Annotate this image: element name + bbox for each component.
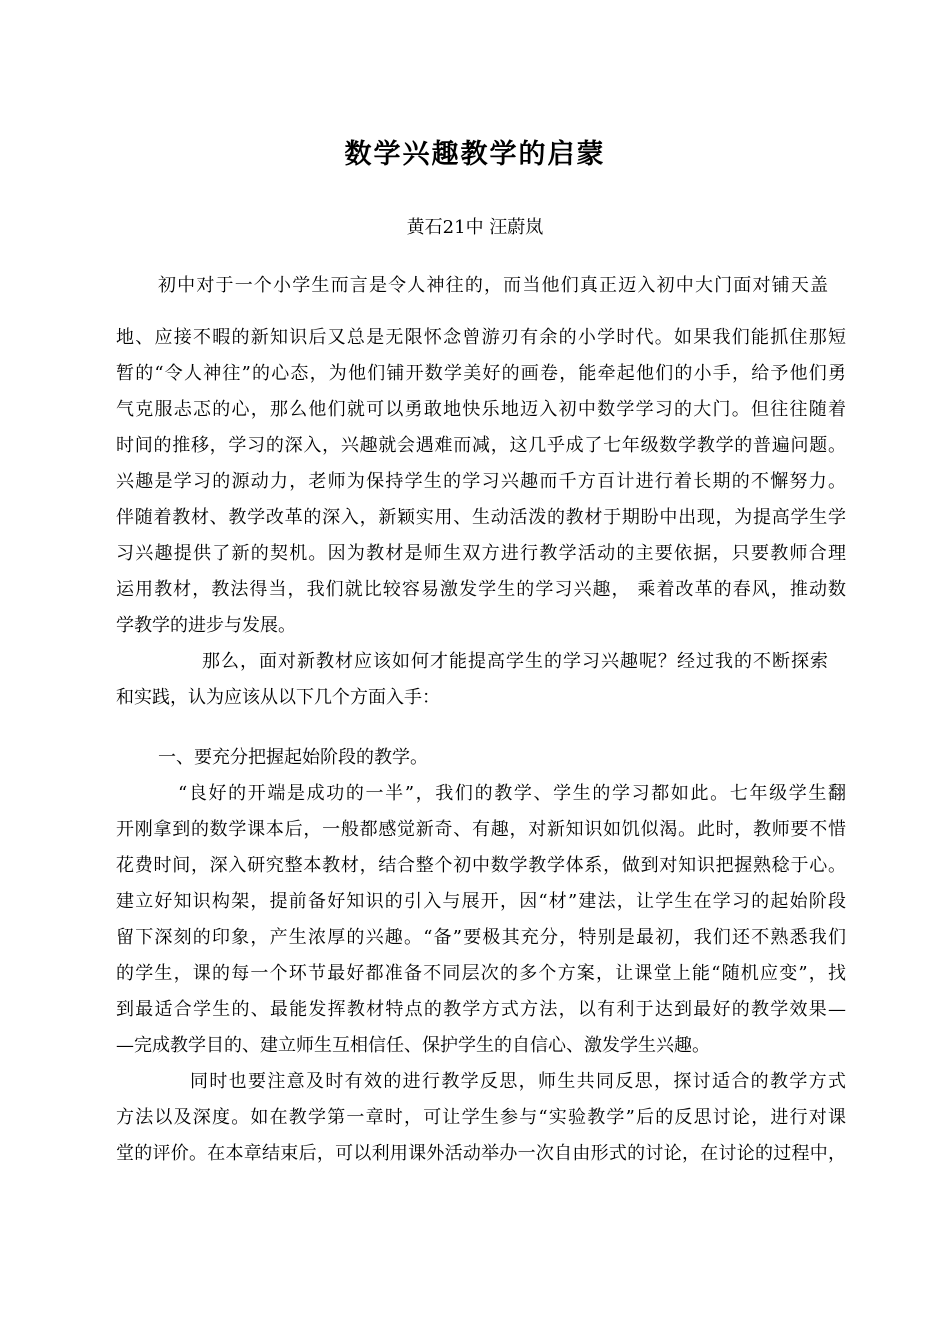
body-line: 地、应接不暇的新知识后又总是无限怀念曾游刃有余的小学时代。如果我们能抓住那短: [116, 327, 846, 348]
document-title: 数学兴趣教学的启蒙: [344, 139, 606, 170]
body-line: 建立好知识构架，提前备好知识的引入与展开，因“材”建法，让学生在学习的起始阶段: [116, 891, 846, 912]
body-line: 运用教材，教法得当，我们就比较容易激发学生的学习兴趣， 乘着改革的春风，推动数: [116, 579, 846, 600]
body-line: 堂的评价。在本章结束后，可以利用课外活动举办一次自由形式的讨论，在讨论的过程中，: [116, 1143, 846, 1164]
body-line: 气克服忐忑的心，那么他们就可以勇敢地快乐地迈入初中数学学习的大门。但往往随着: [116, 399, 846, 420]
body-line: “良好的开端是成功的一半”，我们的教学、学生的学习都如此。七年级学生翻: [178, 783, 846, 804]
section-heading: 一、要充分把握起始阶段的教学。: [158, 747, 428, 768]
body-line: 同时也要注意及时有效的进行教学反思，师生共同反思，探讨适合的教学方式: [190, 1071, 846, 1092]
body-line: 那么，面对新教材应该如何才能提高学生的学习兴趣呢？经过我的不断探索: [202, 651, 828, 672]
body-line: 初中对于一个小学生而言是令人神往的，而当他们真正迈入初中大门面对铺天盖: [158, 275, 828, 296]
body-line: 开刚拿到的数学课本后，一般都感觉新奇、有趣，对新知识如饥似渴。此时，教师要不惜: [116, 819, 846, 840]
body-line: 兴趣是学习的源动力，老师为保持学生的学习兴趣而千方百计进行着长期的不懈努力。: [116, 471, 846, 492]
body-line: 暂的“令人神往”的心态，为他们铺开数学美好的画卷，能牵起他们的小手，给予他们勇: [116, 363, 846, 384]
body-line: 留下深刻的印象，产生浓厚的兴趣。“备”要极其充分，特别是最初，我们还不熟悉我们: [116, 927, 846, 948]
author-line: 黄石21中 汪蔚岚: [406, 217, 544, 238]
body-line: 方法以及深度。如在教学第一章时，可让学生参与“实验教学”后的反思讨论，进行对课: [116, 1107, 846, 1128]
body-line: 伴随着教材、教学改革的深入，新颖实用、生动活泼的教材于期盼中出现，为提高学生学: [116, 507, 846, 528]
body-line: 时间的推移，学习的深入，兴趣就会遇难而减，这几乎成了七年级数学教学的普遍问题。: [116, 435, 846, 456]
body-line: 花费时间，深入研究整本教材，结合整个初中数学教学体系，做到对知识把握熟稔于心。: [116, 855, 846, 876]
body-line: —完成教学目的、建立师生互相信任、保护学生的自信心、激发学生兴趣。: [116, 1035, 710, 1056]
body-line: 习兴趣提供了新的契机。因为教材是师生双方进行教学活动的主要依据，只要教师合理: [116, 543, 846, 564]
body-line: 学教学的进步与发展。: [116, 615, 296, 636]
body-line: 的学生，课的每一个环节最好都准备不同层次的多个方案，让课堂上能“随机应变”，找: [116, 963, 846, 984]
body-line: 和实践，认为应该从以下几个方面入手：: [116, 687, 440, 708]
body-line: 到最适合学生的、最能发挥教材特点的教学方式方法，以有利于达到最好的教学效果—: [116, 999, 846, 1020]
